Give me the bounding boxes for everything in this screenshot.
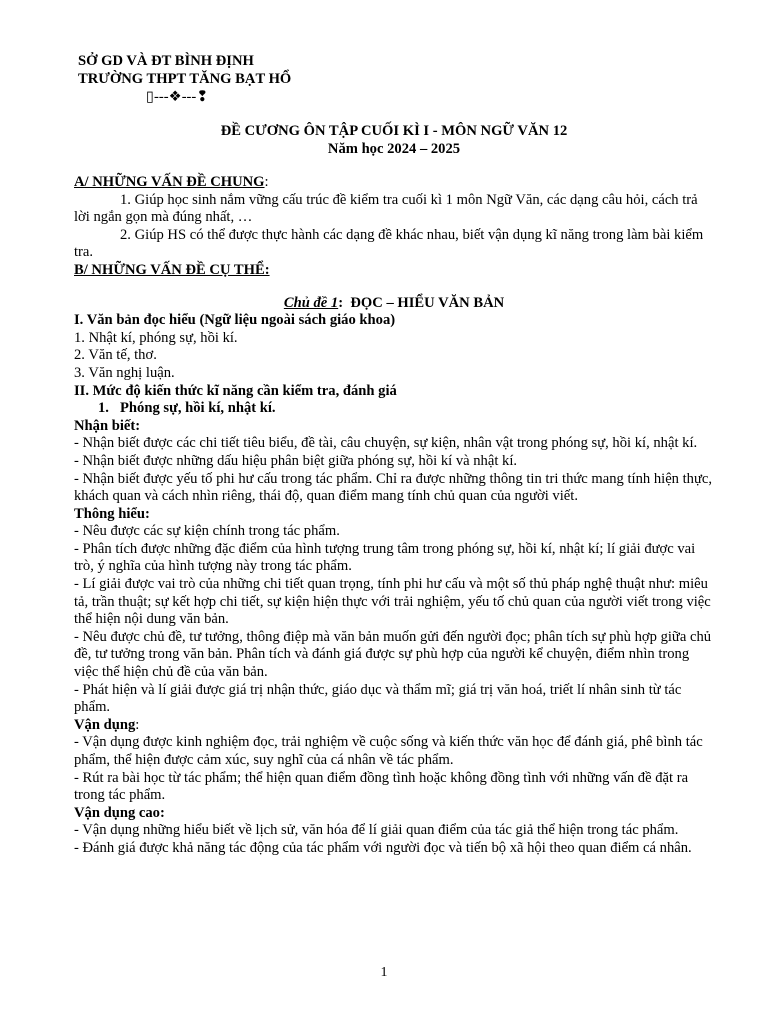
section-b-heading: B/ NHỮNG VẤN ĐỀ CỤ THỂ:: [74, 261, 270, 278]
document-page: [74, 52, 714, 858]
van-dung-heading: [74, 717, 714, 735]
van-dung-item-2: - Rút ra bài học từ tác phẩm; thể hiện quan điểm đồng tình hoặc không đồng tình với những vấn đề đặt ra trong tác phẩm.: [74, 769, 689, 804]
subheading-number: 1.: [98, 400, 109, 417]
page-number: 1: [380, 965, 388, 980]
part-2-subheading: [74, 400, 714, 418]
thong-hieu-heading: Thông hiểu:: [74, 505, 150, 522]
thong-hieu-item-3: - Lí giải được vai trò của những chi tiết quan trọng, tính phi hư cấu và một số thủ pháp nghệ thuật như: miêu tả, trần thuật; sự kết hợp chi tiết, sự kiện hiện thực với trải nghiệm, yếu tố chủ quan của người viết trong việc thể hiện nội dung văn bản.: [74, 576, 711, 628]
section-a-item-2: 2. Giúp HS có thể được thực hành các dạng đề khác nhau, biết vận dụng kĩ năng trong làm bài kiểm tra.: [74, 226, 704, 261]
nhan-biet-item-3: - Nhận biết được yếu tố phi hư cấu trong tác phẩm. Chỉ ra được những thông tin tri thức mang tính hiện thực, khách quan và cách nhìn riêng, thái độ, quan điểm mang tính chủ quan của người viết.: [74, 470, 712, 505]
part-1-item-2: 2. Văn tế, thơ.: [74, 347, 157, 364]
nhan-biet-item-2: - Nhận biết được những dấu hiệu phân biệt giữa phóng sự, hồi kí và nhật kí.: [74, 452, 518, 469]
van-dung-cao-item-2: - Đánh giá được khả năng tác động của tác phẩm với người đọc và tiến bộ xã hội theo quan điểm cá nhân.: [74, 839, 692, 856]
department-name: SỞ GD VÀ ĐT BÌNH ĐỊNH: [78, 53, 254, 69]
section-a-heading: [74, 174, 714, 192]
section-a-item-1: 1. Giúp học sinh nắm vững cấu trúc đề kiểm tra cuối kì 1 môn Ngữ Văn, các dạng câu hỏi, cách trả lời ngắn gọn mà đúng nhất, …: [74, 191, 698, 226]
part-1-item-3: 3. Văn nghị luận.: [74, 364, 175, 381]
school-name: TRƯỜNG THPT TĂNG BẠT HỔ: [78, 71, 292, 87]
nhan-biet-item-1: - Nhận biết được các chi tiết tiêu biểu, đề tài, câu chuyện, sự kiện, nhân vật trong phóng sự, hồi kí, nhật kí.: [74, 435, 698, 452]
part-2-heading: II. Mức độ kiến thức kĩ năng cần kiểm tra, đánh giá: [74, 382, 397, 399]
nhan-biet-heading: Nhận biết:: [74, 417, 141, 434]
thong-hieu-item-1: - Nêu được các sự kiện chính trong tác phẩm.: [74, 523, 340, 540]
school-year: Năm học 2024 – 2025: [327, 141, 461, 157]
part-1-item-1: 1. Nhật kí, phóng sự, hồi kí.: [74, 329, 238, 346]
decorative-divider: ▯---❖---❢: [146, 89, 209, 105]
topic-heading: [74, 295, 714, 313]
van-dung-heading-text: Vận dụng: [74, 716, 136, 733]
section-a-colon: :: [264, 174, 269, 190]
van-dung-cao-heading: Vận dụng cao:: [74, 804, 165, 821]
document-title: ĐỀ CƯƠNG ÔN TẬP CUỐI KÌ I - MÔN NGỮ VĂN 12: [220, 123, 568, 139]
part-1-heading: I. Văn bản đọc hiểu (Ngữ liệu ngoài sách giáo khoa): [74, 312, 396, 329]
topic-name: ĐỌC – HIỂU VĂN BẢN: [350, 294, 505, 311]
subheading-text: Phóng sự, hồi kí, nhật kí.: [120, 400, 276, 417]
topic-colon: :: [338, 294, 344, 311]
topic-label: Chủ đề 1: [283, 294, 339, 311]
thong-hieu-item-2: - Phân tích được những đặc điểm của hình tượng trung tâm trong phóng sự, hồi kí, nhật kí; lí giải được vai trò, ý nghĩa của hình tượng này trong tác phẩm.: [74, 540, 696, 575]
thong-hieu-item-5: - Phát hiện và lí giải được giá trị nhận thức, giáo dục và thẩm mĩ; giá trị văn hoá, triết lí nhân sinh từ tác phẩm.: [74, 681, 682, 716]
van-dung-cao-item-1: - Vận dụng những hiểu biết về lịch sử, văn hóa để lí giải quan điểm của tác giả thể hiện trong tác phẩm.: [74, 822, 679, 839]
van-dung-item-1: - Vận dụng được kinh nghiệm đọc, trải nghiệm về cuộc sống và kiến thức văn học để đánh giá, phê bình tác phẩm, thể hiện được cảm xúc, suy nghĩ của cá nhân về tác phẩm.: [74, 734, 703, 768]
section-a-heading-text: A/ NHỮNG VẤN ĐỀ CHUNG: [74, 174, 265, 190]
thong-hieu-item-4: - Nêu được chủ đề, tư tưởng, thông điệp mà văn bản muốn gửi đến người đọc; phân tích sự phù hợp giữa chủ đề, tư tưởng trong văn bản. Phân tích và đánh giá được sự phù hợp của người kể chuyện, điểm nhìn trong việc thể hiện chủ đề của văn bản.: [74, 628, 712, 681]
van-dung-colon: :: [135, 716, 140, 733]
